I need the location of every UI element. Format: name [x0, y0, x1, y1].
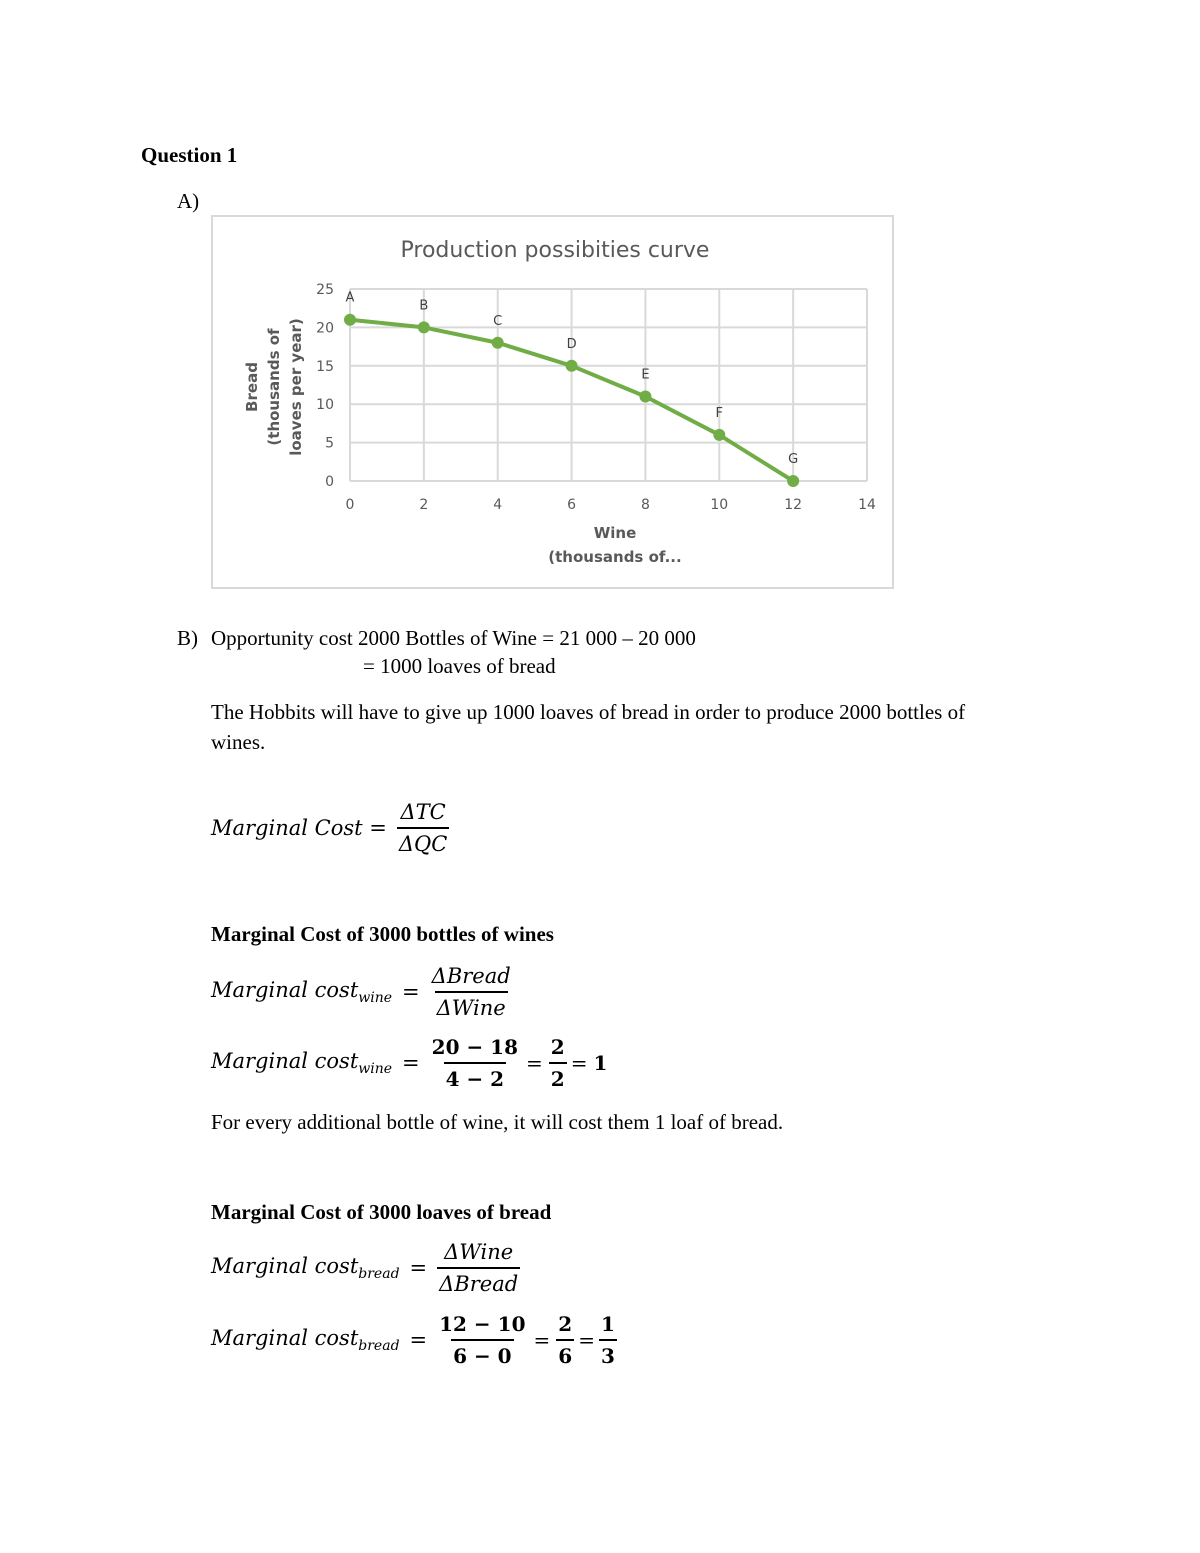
bread-eq2-num3: 1 [600, 1312, 615, 1336]
data-point-d [566, 360, 578, 372]
wine-conclusion: For every additional bottle of wine, it will cost them 1 loaf of bread. [211, 1110, 784, 1134]
x-tick-label: 8 [640, 497, 650, 513]
bread-eq2-lhs: Marginal cost$_{bread}$ [211, 1326, 400, 1354]
bread-section-heading: Marginal Cost of 3000 loaves of bread [211, 1200, 552, 1224]
part-a-label: A) [177, 189, 200, 213]
y-axis-label-line-2: (thousands of [265, 328, 283, 446]
y-axis-label-line-1: Bread [243, 362, 261, 412]
point-label-g: G [788, 452, 799, 467]
wine-eq2-equals-3: = [570, 1051, 588, 1075]
x-axis-label: Wine [593, 524, 637, 542]
y-tick-label: 10 [316, 397, 334, 414]
bread-eq2-den3: 3 [599, 1339, 617, 1368]
y-tick-label: 5 [325, 435, 334, 452]
data-point-b [418, 321, 430, 333]
bread-eq2-fraction-3 [599, 1312, 617, 1368]
x-tick-label: 2 [419, 497, 429, 513]
formula-denominator: ΔQC [397, 827, 449, 856]
wine-eq1-equals: = [402, 980, 420, 1004]
wine-eq2-lhs: Marginal cost$_{wine}$ [211, 1049, 393, 1077]
marginal-cost-formula [211, 800, 449, 856]
wine-eq2-fraction-2 [549, 1035, 567, 1091]
y-tick-label: 25 [316, 282, 334, 298]
bread-eq2-fraction-1 [437, 1312, 527, 1368]
y-tick-label: 20 [316, 320, 334, 337]
wine-eq2-equals-2: = [526, 1051, 543, 1075]
point-label-c: C [493, 313, 503, 329]
bread-eq2-den1: 6 − 0 [451, 1339, 514, 1368]
bread-eq2-equals-2: = [533, 1328, 551, 1352]
question-heading: Question 1 [141, 143, 238, 167]
bread-eq1-lhs: Marginal cost$_{bread}$ [211, 1254, 400, 1282]
bread-eq2-num2: 2 [558, 1312, 573, 1336]
point-label-e: E [641, 367, 650, 383]
x-tick-label: 14 [858, 497, 876, 513]
chart-svg [213, 217, 896, 591]
bread-eq1-numerator: ΔWine [444, 1240, 514, 1264]
bread-eq1-equals: = [409, 1256, 428, 1280]
x-tick-label: 10 [710, 497, 729, 513]
bread-eq2-equals: = [409, 1328, 428, 1352]
wine-eq2-fraction-1 [430, 1035, 520, 1091]
wine-eq2-num1: 20 − 18 [431, 1035, 519, 1059]
opportunity-cost-result: = 1000 loaves of bread [363, 654, 556, 678]
point-label-b: B [419, 298, 429, 314]
explanation-line-1: The Hobbits will have to give up 1000 loaves of bread in order to produce 2000 bottles of [211, 700, 966, 724]
x-axis-label-sub: (thousands of... [548, 548, 682, 566]
wine-eq2-den2: 2 [549, 1062, 567, 1091]
data-point-g [787, 475, 799, 487]
chart-title: Production possibities curve [400, 238, 710, 263]
point-label-d: D [566, 336, 577, 352]
wine-equation-2 [211, 1035, 607, 1091]
point-label-a: A [345, 290, 355, 306]
data-point-f [713, 429, 725, 441]
bread-equation-2 [211, 1312, 617, 1368]
wine-eq1-denominator: ΔWine [435, 991, 508, 1020]
y-tick-label: 15 [316, 358, 334, 375]
bread-eq2-fraction-2 [556, 1312, 574, 1368]
part-b-label: B) [177, 626, 198, 650]
bread-eq1-denominator: ΔBread [437, 1267, 520, 1296]
x-tick-label: 6 [567, 497, 577, 513]
bread-eq2-equals-3: = [578, 1328, 595, 1352]
bread-eq1-fraction [437, 1240, 520, 1296]
y-tick-label: 0 [325, 474, 334, 490]
data-point-c [492, 337, 504, 349]
production-possibilities-chart [211, 215, 894, 589]
wine-eq2-den1: 4 − 2 [444, 1062, 507, 1091]
point-label-f: F [715, 405, 724, 421]
formula-lhs: Marginal Cost = [211, 816, 387, 840]
formula-fraction [397, 800, 449, 856]
x-tick-label: 12 [784, 497, 803, 513]
bread-eq2-den2: 6 [556, 1339, 574, 1368]
wine-eq2-num2: 2 [550, 1035, 565, 1059]
y-axis-label-line-3: loaves per year) [287, 318, 305, 456]
bread-eq2-num1: 12 − 10 [439, 1312, 526, 1336]
wine-section-heading: Marginal Cost of 3000 bottles of wines [211, 922, 554, 946]
data-point-e [639, 391, 651, 403]
wine-eq1-numerator: ΔBread [431, 964, 511, 988]
opportunity-cost-line: Opportunity cost 2000 Bottles of Wine = 21 000 – 20 000 [211, 626, 696, 650]
x-tick-label: 0 [345, 497, 355, 513]
wine-eq2-result: 1 [593, 1051, 608, 1075]
formula-numerator: ΔTC [400, 800, 446, 824]
data-point-a [344, 314, 356, 326]
bread-equation-1 [211, 1240, 520, 1296]
wine-eq2-equals: = [402, 1051, 420, 1075]
explanation-line-2: wines. [211, 730, 266, 754]
x-tick-label: 4 [493, 497, 503, 513]
wine-eq1-lhs: Marginal cost$_{wine}$ [211, 978, 393, 1006]
wine-eq1-fraction [430, 964, 513, 1020]
wine-equation-1 [211, 964, 513, 1020]
